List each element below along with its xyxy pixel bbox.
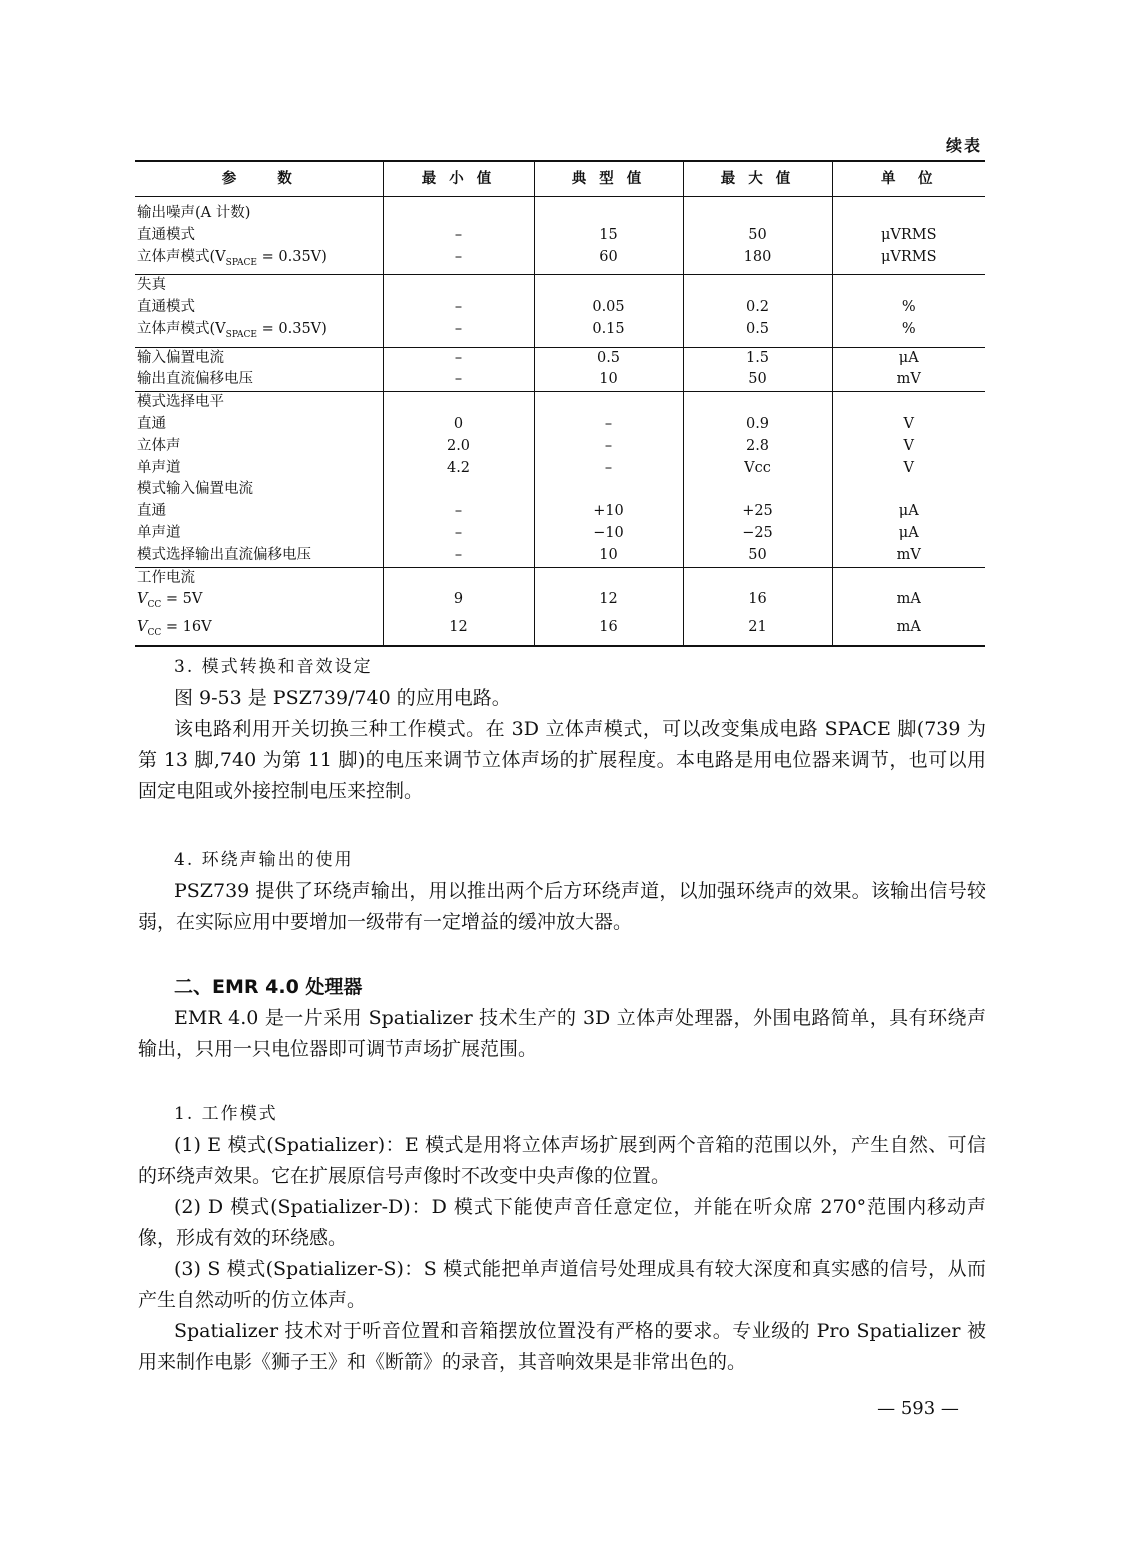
- table-row: [135, 545, 985, 567]
- cell-parameter: 失真: [135, 275, 383, 297]
- section-working-modes: [138, 1099, 986, 1378]
- cell-max: [683, 479, 832, 501]
- cell-unit: μVRMS: [832, 225, 985, 247]
- continued-table-label: 续表: [945, 136, 982, 155]
- table-row: [135, 347, 985, 369]
- paragraph-spatializer: Spatializer 技术对于听音位置和音箱摆放位置没有严格的要求。专业级的 Pro Spatializer 被用来制作电影《狮子王》和《断箭》的录音，其音响效果是非常出色的。: [138, 1320, 986, 1373]
- cell-unit: μA: [832, 347, 985, 369]
- cell-unit: [832, 392, 985, 414]
- cell-max: 180: [683, 247, 832, 275]
- cell-unit: %: [832, 297, 985, 319]
- cell-max: −25: [683, 523, 832, 545]
- cell-typ: [534, 567, 683, 589]
- cell-min: [383, 275, 534, 297]
- cell-min: [383, 197, 534, 225]
- cell-typ: 12: [534, 589, 683, 617]
- cell-typ: 10: [534, 545, 683, 567]
- cell-min: –: [383, 247, 534, 275]
- cell-typ: [534, 392, 683, 414]
- table-row: [135, 458, 985, 480]
- cell-typ: 0.5: [534, 347, 683, 369]
- cell-parameter: 立体声: [137, 437, 181, 454]
- cell-parameter: $V_{CC} = 16V$: [135, 617, 383, 646]
- cell-parameter: 输出直流偏移电压: [137, 371, 253, 388]
- cell-typ: −10: [534, 523, 683, 545]
- cell-parameter: 模式输入偏置电流: [137, 481, 253, 498]
- cell-min: –: [383, 369, 534, 391]
- table-row: [135, 414, 985, 436]
- cell-typ: 16: [534, 617, 683, 646]
- cell-max: 0.5: [683, 319, 832, 347]
- cell-unit: mA: [832, 617, 985, 646]
- table-row: [135, 275, 985, 297]
- cell-unit: mV: [832, 369, 985, 391]
- cell-typ: –: [534, 458, 683, 480]
- section-surround-output: [138, 845, 986, 938]
- cell-max: [683, 197, 832, 225]
- header-parameter: 参 数: [135, 161, 383, 197]
- table-row: [135, 319, 985, 347]
- cell-unit: V: [832, 414, 985, 436]
- cell-min: 2.0: [383, 436, 534, 458]
- cell-parameter: $V_{CC} = 5V$: [137, 591, 203, 611]
- paragraph: 该电路利用开关切换三种工作模式。在 3D 立体声模式，可以改变集成电路 SPACE 脚(739 为第 13 脚,740 为第 11 脚)的电压来调节立体声场的扩展程度。本电路是用电位器来调节，也可以用固定电阻或外接控制电压来控制。: [138, 718, 986, 802]
- table-row: [135, 523, 985, 545]
- cell-typ: 10: [534, 369, 683, 391]
- table-row: [135, 436, 985, 458]
- cell-typ: –: [534, 414, 683, 436]
- paragraph-d-mode: (2) D 模式(Spatializer-D)：D 模式下能使声音任意定位，并能在听众席 270°范围内移动声像，形成有效的环绕感。: [138, 1196, 986, 1249]
- cell-parameter: 输入偏置电流: [135, 347, 383, 369]
- cell-max: 2.8: [683, 436, 832, 458]
- cell-max: 50: [683, 545, 832, 567]
- cell-unit: [832, 479, 985, 501]
- cell-parameter: 立体声模式$(V_{SPACE} = 0.35V)$: [137, 248, 327, 268]
- cell-parameter: 直通模式: [137, 299, 195, 316]
- table-row: [135, 501, 985, 523]
- table-row: [135, 479, 985, 501]
- cell-min: 9: [383, 589, 534, 617]
- cell-max: 1.5: [683, 347, 832, 369]
- cell-min: [383, 567, 534, 589]
- cell-typ: 15: [534, 225, 683, 247]
- table-row: [135, 392, 985, 414]
- cell-unit: [832, 197, 985, 225]
- heading-mode-switch: 3. 模式转换和音效设定: [174, 657, 373, 677]
- table-row: [135, 369, 985, 391]
- cell-min: 4.2: [383, 458, 534, 480]
- cell-parameter: 模式选择电平: [135, 392, 383, 414]
- spec-table-header: [135, 161, 985, 197]
- cell-typ: 0.05: [534, 297, 683, 319]
- page-number: — 593 —: [877, 1398, 959, 1419]
- cell-min: [383, 479, 534, 501]
- cell-max: 50: [683, 369, 832, 391]
- cell-min: 12: [383, 617, 534, 646]
- cell-unit: mA: [832, 589, 985, 617]
- table-row: [135, 589, 985, 617]
- cell-parameter: 直通: [137, 415, 166, 432]
- table-row: [135, 197, 985, 225]
- spec-table: [135, 160, 985, 647]
- cell-typ: [534, 479, 683, 501]
- cell-unit: μA: [832, 501, 985, 523]
- header-unit: 单 位: [832, 161, 985, 197]
- paragraph-e-mode: (1) E 模式(Spatializer)：E 模式是用将立体声场扩展到两个音箱的范围以外，产生自然、可信的环绕声效果。它在扩展原信号声像时不改变中央声像的位置。: [138, 1134, 986, 1187]
- cell-max: [683, 392, 832, 414]
- header-min: 最 小 值: [383, 161, 534, 197]
- cell-parameter: 单声道: [137, 524, 181, 541]
- cell-unit: V: [832, 458, 985, 480]
- cell-max: Vcc: [683, 458, 832, 480]
- cell-max: 50: [683, 225, 832, 247]
- cell-max: 16: [683, 589, 832, 617]
- cell-max: [683, 275, 832, 297]
- cell-min: –: [383, 225, 534, 247]
- cell-unit: μA: [832, 523, 985, 545]
- cell-parameter: 输出噪声(A 计数): [137, 205, 251, 221]
- paragraph: PSZ739 提供了环绕声输出，用以推出两个后方环绕声道，以加强环绕声的效果。该输出信号较弱，在实际应用中要增加一级带有一定增益的缓冲放大器。: [138, 880, 986, 933]
- table-row: [135, 225, 985, 247]
- spec-table-body: [135, 197, 985, 646]
- cell-min: –: [383, 347, 534, 369]
- cell-unit: [832, 275, 985, 297]
- header-max: 最 大 值: [683, 161, 832, 197]
- cell-typ: 0.15: [534, 319, 683, 347]
- cell-max: [683, 567, 832, 589]
- cell-parameter: 立体声模式$(V_{SPACE} = 0.35V)$: [137, 320, 327, 340]
- cell-min: [383, 392, 534, 414]
- table-row: [135, 567, 985, 589]
- cell-unit: V: [832, 436, 985, 458]
- cell-unit: %: [832, 319, 985, 347]
- cell-parameter: 模式选择输出直流偏移电压: [137, 546, 311, 563]
- cell-parameter: 单声道: [137, 459, 181, 476]
- paragraph: 图 9-53 是 PSZ739/740 的应用电路。: [174, 687, 511, 709]
- cell-typ: –: [534, 436, 683, 458]
- header-row: [135, 161, 985, 197]
- cell-parameter: 直通模式: [137, 226, 195, 243]
- cell-unit: μVRMS: [832, 247, 985, 275]
- cell-min: –: [383, 545, 534, 567]
- paragraph: EMR 4.0 是一片采用 Spatializer 技术生产的 3D 立体声处理器，外围电路简单，具有环绕声输出，只用一只电位器即可调节声场扩展范围。: [138, 1007, 986, 1060]
- cell-max: +25: [683, 501, 832, 523]
- cell-min: –: [383, 297, 534, 319]
- cell-max: 0.2: [683, 297, 832, 319]
- cell-unit: mV: [832, 545, 985, 567]
- heading-emr40: 二、EMR 4.0 处理器: [174, 976, 363, 998]
- cell-typ: [534, 275, 683, 297]
- cell-min: –: [383, 319, 534, 347]
- cell-parameter: 直通: [137, 503, 166, 520]
- cell-typ: 60: [534, 247, 683, 275]
- heading-surround-output: 4. 环绕声输出的使用: [174, 850, 354, 870]
- cell-max: 0.9: [683, 414, 832, 436]
- cell-unit: [832, 567, 985, 589]
- header-typ: 典 型 值: [534, 161, 683, 197]
- cell-min: –: [383, 523, 534, 545]
- cell-typ: [534, 197, 683, 225]
- table-row: [135, 297, 985, 319]
- cell-min: –: [383, 501, 534, 523]
- section-emr40: [138, 972, 986, 1065]
- table-row: [135, 247, 985, 275]
- section-mode-switch: [138, 652, 986, 807]
- cell-min: 0: [383, 414, 534, 436]
- paragraph-s-mode: (3) S 模式(Spatializer-S)：S 模式能把单声道信号处理成具有较大深度和真实感的信号，从而产生自然动听的仿立体声。: [138, 1258, 986, 1311]
- cell-typ: +10: [534, 501, 683, 523]
- heading-working-modes: 1. 工作模式: [174, 1104, 278, 1124]
- table-row: [135, 617, 985, 646]
- cell-parameter: 工作电流: [135, 567, 383, 589]
- cell-max: 21: [683, 617, 832, 646]
